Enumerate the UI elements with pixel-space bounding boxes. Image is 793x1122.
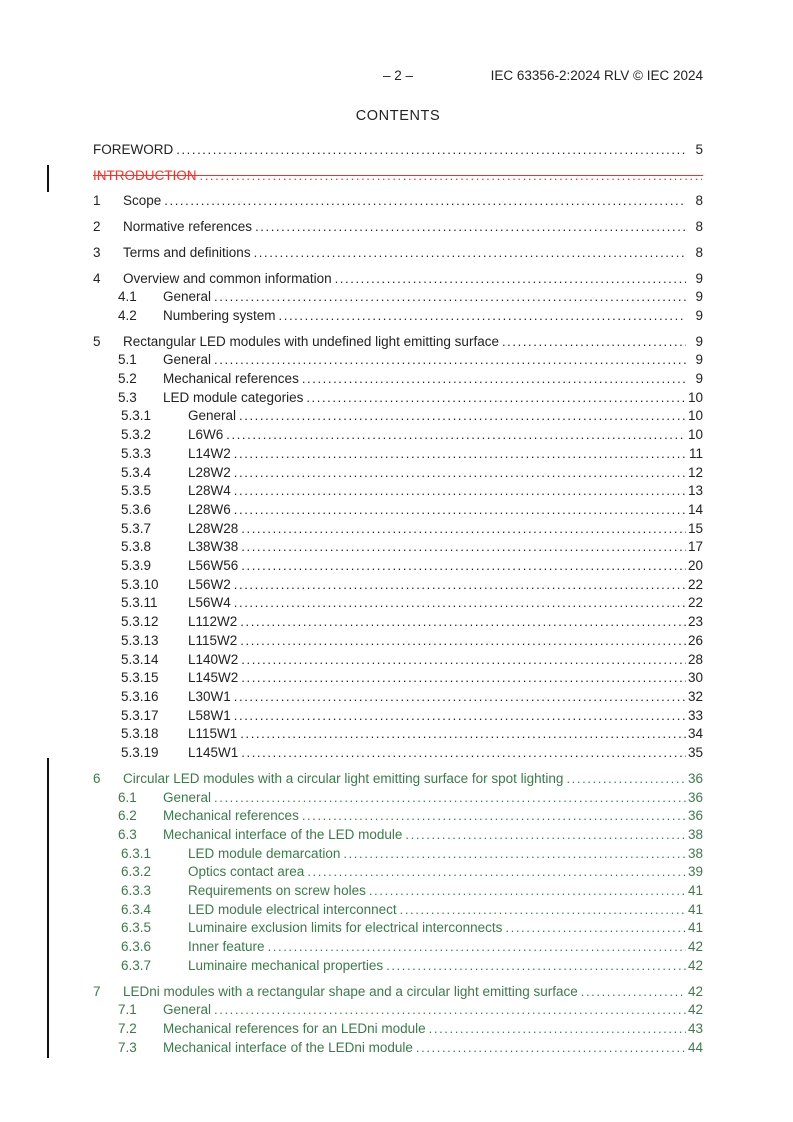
toc-entry-title: INTRODUCTION	[93, 167, 197, 183]
toc-entry-title: Mechanical references	[163, 808, 299, 824]
toc-entry	[93, 957, 703, 976]
toc-entry-page: 12	[687, 464, 703, 480]
toc-entry	[93, 744, 703, 763]
toc-entry	[93, 669, 703, 688]
toc-leader-dots	[164, 192, 686, 211]
toc-leader-dots	[302, 370, 686, 389]
toc-entry	[93, 538, 703, 557]
toc-leader-dots	[241, 538, 686, 557]
toc-entry-title: L145W1	[188, 745, 239, 761]
toc-entry-number: 6.3.5	[121, 920, 152, 936]
toc-leader-dots	[234, 464, 686, 483]
toc-entry-number: 5.3.10	[121, 576, 159, 592]
toc-entry-number: 1	[93, 193, 101, 209]
toc-entry-page: 9	[695, 289, 703, 305]
toc-entry-page: 5	[695, 142, 703, 157]
toc-leader-dots	[566, 770, 686, 789]
toc-leader-dots	[234, 501, 686, 520]
toc-entry-title: Inner feature	[188, 939, 265, 955]
toc-leader-dots	[335, 270, 686, 289]
toc-entry-page: 23	[687, 614, 703, 630]
toc-entry-page: 20	[687, 558, 703, 574]
toc-leader-dots	[581, 983, 686, 1002]
toc-entry-page: 33	[687, 707, 703, 723]
toc-entry	[93, 632, 703, 651]
toc-entry-title: L56W56	[188, 558, 239, 574]
toc-entry	[93, 370, 703, 389]
toc-entry	[93, 1039, 703, 1058]
toc-entry-title: Mechanical references	[163, 371, 299, 387]
toc-entry-page: 10	[687, 427, 703, 443]
toc-entry-title: Luminaire mechanical properties	[188, 957, 384, 973]
document-reference: IEC 63356-2:2024 RLV © IEC 2024	[483, 68, 703, 83]
toc-leader-dots	[369, 882, 686, 901]
toc-entry-title: LEDni modules with a rectangular shape and a circular light emitting surface	[123, 983, 578, 999]
toc-entry	[93, 351, 703, 370]
toc-entry-title: L28W6	[188, 501, 231, 517]
toc-entry-title: Mechanical interface of the LEDni module	[163, 1039, 413, 1055]
toc-entry-title: L140W2	[188, 651, 239, 667]
toc-entry-title: LED module electrical interconnect	[188, 901, 397, 917]
toc-leader-dots	[241, 744, 686, 763]
toc-leader-dots	[268, 938, 686, 957]
toc-entry-page: 38	[687, 826, 703, 842]
toc-leader-dots	[302, 807, 686, 826]
toc-leader-dots	[234, 594, 686, 613]
toc-entry-number: 5.3.2	[121, 427, 152, 443]
toc-leader-dots	[240, 725, 686, 744]
toc-entry-title: L28W4	[188, 483, 231, 499]
toc-leader-dots	[234, 688, 686, 707]
toc-entry	[93, 983, 703, 1002]
toc-entry-title: L115W2	[188, 632, 238, 648]
toc-entry	[93, 901, 703, 920]
toc-entry-number: 6.3.2	[121, 864, 152, 880]
toc-entry	[93, 1001, 703, 1020]
toc-entry	[93, 218, 703, 237]
toc-entry-number: 5.3.11	[121, 595, 158, 611]
toc-entry	[93, 445, 703, 464]
toc-leader-dots	[241, 651, 686, 670]
toc-leader-dots	[254, 244, 686, 263]
toc-entry-page: 10	[687, 408, 703, 424]
toc-entry-number: 3	[93, 244, 101, 260]
toc-entry	[93, 192, 703, 211]
toc-entry-number: 6	[93, 770, 101, 786]
toc-entry-number: 6.3.7	[121, 957, 152, 973]
toc-entry-page: 8	[695, 244, 703, 260]
toc-entry-title: Rectangular LED modules with undefined light emitting surface	[123, 333, 499, 349]
toc-entry-number: 5.3.16	[121, 688, 159, 704]
toc-entry	[93, 557, 703, 576]
toc-entry	[93, 789, 703, 808]
toc-entry-number: 6.3.4	[121, 901, 152, 917]
toc-entry-page: 22	[687, 595, 703, 611]
toc-entry-title: Mechanical interface of the LED module	[163, 826, 403, 842]
toc-entry-number: 6.3.1	[121, 845, 152, 861]
toc-entry-title: FOREWORD	[93, 142, 174, 157]
toc-entry-title: L145W2	[188, 670, 239, 686]
toc-entry	[93, 141, 703, 160]
toc-entry	[93, 482, 703, 501]
toc-leader-dots	[279, 307, 686, 326]
toc-entry-number: 5.1	[118, 352, 137, 368]
change-bar-additions	[47, 758, 49, 1058]
toc-entry-page: 14	[687, 501, 703, 517]
toc-entry-title: L28W2	[188, 464, 231, 480]
toc-entry-page: 36	[687, 770, 703, 786]
toc-leader-dots	[307, 863, 686, 882]
toc-entry-title: LED module demarcation	[188, 845, 341, 861]
toc-entry-number: 7.3	[118, 1039, 137, 1055]
toc-entry	[93, 464, 703, 483]
toc-leader-dots	[200, 167, 703, 186]
toc-leader-dots	[241, 520, 686, 539]
toc-entry-page: 42	[687, 957, 703, 973]
toc-entry-title: Optics contact area	[188, 864, 305, 880]
toc-entry	[93, 707, 703, 726]
toc-leader-dots	[234, 482, 686, 501]
toc-entry-title: L56W2	[188, 576, 231, 592]
toc-entry-title: Circular LED modules with a circular light emitting surface for spot lighting	[123, 770, 564, 786]
page-header	[93, 68, 703, 86]
toc-entry-title: Mechanical references for an LEDni module	[163, 1020, 426, 1036]
toc-leader-dots	[241, 557, 686, 576]
toc-entry-title: L6W6	[188, 427, 224, 443]
toc-leader-dots	[176, 141, 686, 160]
toc-entry-title: L14W2	[188, 445, 231, 461]
toc-entry-number: 6.3.3	[121, 883, 152, 899]
toc-entry-title: Luminaire exclusion limits for electrical interconnects	[188, 920, 503, 936]
toc-entry	[93, 389, 703, 408]
toc-entry	[93, 919, 703, 938]
toc-entry-page: 10	[687, 389, 703, 405]
toc-entry-page: 8	[695, 219, 703, 235]
toc-entry-number: 5.3.5	[121, 483, 152, 499]
toc-entry	[93, 426, 703, 445]
toc-entry-page: 39	[687, 864, 703, 880]
toc-leader-dots	[505, 919, 686, 938]
toc-entry	[93, 244, 703, 263]
toc-entry	[93, 845, 703, 864]
toc-entry-number: 5.3.6	[121, 501, 152, 517]
toc-entry	[93, 501, 703, 520]
toc-entry	[93, 576, 703, 595]
toc-entry-page: 35	[687, 745, 703, 761]
toc-entry-title: General	[163, 352, 212, 368]
toc-leader-dots	[343, 845, 686, 864]
toc-leader-dots	[400, 901, 686, 920]
toc-entry	[93, 826, 703, 845]
toc-entry-page: 36	[687, 808, 703, 824]
toc-entry-page: 30	[687, 670, 703, 686]
toc-leader-dots	[214, 1001, 686, 1020]
toc-entry-title: Normative references	[123, 219, 253, 235]
toc-entry	[93, 270, 703, 289]
toc-entry	[93, 594, 703, 613]
toc-entry-page: 44	[687, 1039, 703, 1055]
toc-entry-title: Requirements on screw holes	[188, 883, 366, 899]
toc-entry-page: 42	[687, 983, 703, 999]
toc-entry-title: Scope	[123, 193, 162, 209]
toc-entry	[93, 520, 703, 539]
toc-entry	[93, 807, 703, 826]
toc-entry-number: 4	[93, 270, 101, 286]
toc-entry	[93, 863, 703, 882]
toc-entry-number: 4.1	[118, 289, 137, 305]
toc-entry-page: 17	[687, 539, 703, 555]
toc-entry	[93, 882, 703, 901]
toc-entry-number: 5.3	[118, 389, 137, 405]
toc-entry-page: 36	[687, 789, 703, 805]
toc-entry-number: 5.3.4	[121, 464, 152, 480]
toc-entry-number: 7.1	[118, 1002, 137, 1018]
toc-entry	[93, 938, 703, 957]
toc-entry-title: L28W28	[188, 520, 239, 536]
toc-entry-title: L38W38	[188, 539, 239, 555]
toc-entry-number: 5.3.9	[121, 558, 152, 574]
toc-entry-page: 28	[687, 651, 703, 667]
toc-entry-page: 8	[695, 193, 703, 209]
toc-entry-number: 5.3.18	[121, 726, 159, 742]
toc-entry-page: 9	[695, 333, 703, 349]
toc-entry-number: 6.1	[118, 789, 137, 805]
toc-leader-dots	[386, 957, 686, 976]
toc-entry-number: 5.3.17	[121, 707, 159, 723]
toc-leader-dots	[234, 445, 686, 464]
toc-entry	[93, 333, 703, 352]
toc-entry-number: 6.3	[118, 826, 137, 842]
toc-entry-page: 26	[687, 632, 703, 648]
toc-entry-number: 5.3.7	[121, 520, 152, 536]
toc-entry	[93, 407, 703, 426]
toc-entry-page: 42	[687, 1002, 703, 1018]
toc-leader-dots	[405, 826, 686, 845]
toc-entry-title: Overview and common information	[123, 270, 332, 286]
change-bar-introduction	[47, 165, 49, 192]
toc-entry-title: General	[188, 408, 237, 424]
page-number: – 2 –	[382, 68, 414, 83]
toc-entry-title: L112W2	[188, 614, 238, 630]
toc-entry-number: 5.3.15	[121, 670, 159, 686]
toc-entry-number: 2	[93, 219, 101, 235]
toc-entry-number: 7.2	[118, 1020, 137, 1036]
toc-leader-dots	[239, 407, 686, 426]
toc-entry-title: Numbering system	[163, 307, 276, 323]
toc-entry	[93, 288, 703, 307]
toc-entry-number: 5.3.13	[121, 632, 159, 648]
toc-entry	[93, 307, 703, 326]
toc-entry-page: 43	[687, 1020, 703, 1036]
toc-entry-page: 42	[687, 939, 703, 955]
toc-leader-dots	[226, 426, 686, 445]
toc-entry	[93, 1020, 703, 1039]
toc-entry	[93, 688, 703, 707]
toc-entry-number: 5.3.3	[121, 445, 152, 461]
toc-entry	[93, 725, 703, 744]
toc-leader-dots	[214, 288, 686, 307]
toc-entry-number: 5	[93, 333, 101, 349]
toc-leader-dots	[240, 613, 686, 632]
toc-leader-dots	[416, 1039, 686, 1058]
toc-entry-page: 13	[687, 483, 703, 499]
toc-entry-page: 22	[687, 576, 703, 592]
toc-leader-dots	[241, 669, 686, 688]
toc-entry-number: 5.3.19	[121, 745, 159, 761]
toc-entry-number: 7	[93, 983, 101, 999]
toc-entry-page: 41	[687, 901, 703, 917]
toc-entry-page: 9	[695, 270, 703, 286]
toc-entry-number: 5.3.12	[121, 614, 159, 630]
toc-entry-page: 15	[687, 520, 703, 536]
toc-entry-page: 9	[695, 307, 703, 323]
toc-entry-number: 5.2	[118, 371, 137, 387]
toc-entry-page: 11	[688, 445, 703, 461]
toc-leader-dots	[502, 333, 686, 352]
toc-entry-page: 41	[687, 883, 703, 899]
toc-leader-dots	[306, 389, 686, 408]
toc-entry	[93, 167, 703, 186]
toc-entry-page: 34	[687, 726, 703, 742]
toc-entry-number: 5.3.8	[121, 539, 152, 555]
toc-entry-number: 6.3.6	[121, 939, 152, 955]
toc-entry-page: 9	[695, 352, 703, 368]
toc-entry-title: General	[163, 789, 212, 805]
toc-entry-page: 9	[695, 371, 703, 387]
toc-entry-title: L115W1	[188, 726, 238, 742]
toc-entry-title: Terms and definitions	[123, 244, 251, 260]
toc-entry-title: L56W4	[188, 595, 231, 611]
toc-leader-dots	[429, 1020, 686, 1039]
toc-entry	[93, 613, 703, 632]
toc-entry-title: General	[163, 1002, 212, 1018]
toc-leader-dots	[234, 576, 686, 595]
toc-entry-title: L58W1	[188, 707, 231, 723]
toc-leader-dots	[214, 789, 686, 808]
toc-entry-page: 32	[687, 688, 703, 704]
toc-leader-dots	[214, 351, 686, 370]
toc-entry-page: 38	[687, 845, 703, 861]
toc-leader-dots	[234, 707, 686, 726]
toc-entry-page: 41	[687, 920, 703, 936]
toc-entry	[93, 770, 703, 789]
toc-entry-number: 4.2	[118, 307, 137, 323]
toc-entry-title: LED module categories	[163, 389, 304, 405]
toc-leader-dots	[240, 632, 686, 651]
toc-entry-title: L30W1	[188, 688, 231, 704]
toc-entry-number: 5.3.14	[121, 651, 159, 667]
contents-title: CONTENTS	[355, 108, 441, 124]
toc-leader-dots	[255, 218, 686, 237]
toc-list	[93, 141, 703, 1057]
toc-entry	[93, 651, 703, 670]
toc-entry-number: 5.3.1	[121, 408, 152, 424]
toc-entry-title: General	[163, 289, 212, 305]
toc-entry-number: 6.2	[118, 808, 137, 824]
